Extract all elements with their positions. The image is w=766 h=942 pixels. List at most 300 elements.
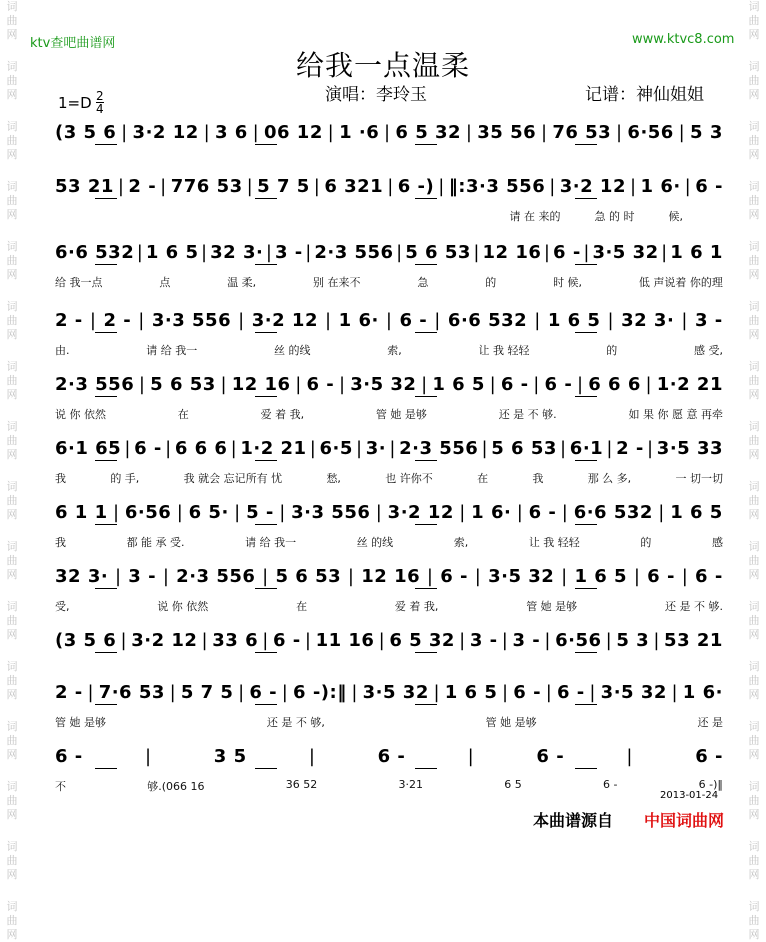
barline: |	[201, 630, 209, 651]
watermark-glyph: 曲	[748, 494, 760, 507]
beam-underline	[95, 588, 117, 589]
barline: |	[220, 374, 228, 395]
barline: |	[549, 176, 556, 197]
watermark-glyph: 词	[6, 840, 18, 853]
watermark-glyph: 网	[6, 28, 18, 41]
lyric: 如 果 你 愿 意 再牵	[628, 408, 723, 421]
barline: |	[305, 242, 312, 263]
barline: |	[561, 566, 568, 587]
barline: |	[516, 502, 524, 523]
lyric: 的	[606, 344, 618, 357]
measure: 6 -	[556, 682, 585, 703]
lyrics-line	[55, 470, 723, 486]
barline: |	[384, 122, 391, 143]
barline: |	[606, 438, 613, 459]
lyric: 索,	[387, 344, 402, 357]
time-signature-top: 2	[96, 89, 104, 103]
song-title: 给我一点温柔	[295, 49, 470, 82]
watermark-glyph: 网	[748, 388, 760, 401]
barline: |	[117, 176, 125, 197]
barline: |	[583, 242, 590, 263]
barline: |	[544, 630, 551, 651]
measure: 1 6·	[471, 502, 512, 523]
barline: |	[327, 122, 335, 143]
watermark-glyph: 词	[6, 360, 18, 373]
watermark-glyph: 网	[748, 808, 760, 821]
measure: 3·5 32	[362, 682, 429, 703]
measure: 5 7 5	[257, 176, 310, 197]
watermark-glyph: 词	[6, 600, 18, 613]
lyric: 管 她 是够	[485, 716, 537, 729]
barline: |	[658, 502, 665, 523]
measure: 2 -	[103, 310, 132, 331]
beam-underline	[575, 652, 597, 653]
watermark-glyph: 网	[748, 148, 760, 161]
lyric: 也 许你不	[385, 472, 433, 485]
beam-underline	[575, 768, 597, 769]
watermark-glyph: 曲	[6, 614, 18, 627]
barline: |	[616, 122, 623, 143]
measure: 2·3 556	[399, 438, 479, 459]
watermark-glyph: 词	[6, 720, 18, 733]
lyric: 我 就会 忘记所有 忧	[183, 472, 283, 485]
barline: |	[629, 176, 637, 197]
beam-underline	[575, 198, 597, 199]
watermark-glyph: 网	[748, 928, 760, 941]
measure: 3·2 12	[559, 176, 626, 197]
measure: 2 -	[55, 682, 83, 703]
lyric: 在	[296, 600, 308, 613]
measure: 6 -	[695, 176, 723, 197]
watermark-glyph: 曲	[6, 374, 18, 387]
barline: |	[661, 242, 668, 263]
barline: |	[396, 242, 403, 263]
measure: 3 -	[469, 630, 498, 651]
watermark-glyph: 词	[748, 660, 760, 673]
lyric: 还 是	[697, 716, 723, 729]
beam-underline	[575, 264, 597, 265]
beam-underline	[415, 396, 437, 397]
barline: |	[543, 242, 551, 263]
site-link-left[interactable]: ktv查吧曲谱网	[30, 36, 116, 51]
barline: |	[465, 122, 473, 143]
barline: |	[338, 374, 346, 395]
watermark-glyph: 曲	[748, 134, 760, 147]
barline: |	[375, 502, 383, 523]
watermark-glyph: 网	[6, 388, 18, 401]
measure: 5 7 5	[180, 682, 234, 703]
barline: |	[434, 310, 441, 331]
measure: 6 -	[377, 746, 406, 767]
watermark-glyph: 网	[6, 628, 18, 641]
measure: 6·6 532	[447, 310, 528, 331]
watermark-glyph: 曲	[6, 74, 18, 87]
measure: 1 6 5	[670, 502, 723, 523]
source-site-link[interactable]: 中国词曲网	[644, 811, 725, 830]
barline: |	[534, 310, 541, 331]
watermark-glyph: 网	[6, 208, 18, 221]
watermark-glyph: 网	[748, 748, 760, 761]
barline: |	[438, 176, 445, 197]
lyric: 3·21	[398, 778, 423, 791]
beam-underline	[415, 768, 437, 769]
barline: |	[560, 438, 567, 459]
beam-underline	[95, 332, 117, 333]
watermark-glyph: 曲	[748, 794, 760, 807]
watermark-glyph: 曲	[748, 434, 760, 447]
barline: |	[626, 746, 633, 767]
site-link-right[interactable]: www.ktvc8.com	[632, 32, 735, 47]
beam-underline	[415, 144, 437, 145]
barline: |	[576, 374, 584, 395]
barline: |	[633, 566, 641, 587]
beam-underline	[415, 198, 437, 199]
watermark-glyph: 曲	[6, 194, 18, 207]
watermark-glyph: 词	[748, 120, 760, 133]
watermark-glyph: 词	[6, 300, 18, 313]
watermark-glyph: 曲	[748, 674, 760, 687]
measure: 6·5	[319, 438, 353, 459]
beam-underline	[95, 768, 117, 769]
watermark-glyph: 词	[748, 60, 760, 73]
watermark-left	[2, 0, 22, 941]
watermark-glyph: 词	[748, 480, 760, 493]
barline: |	[351, 682, 358, 703]
lyric: 受,	[55, 600, 70, 613]
beam-underline	[95, 264, 117, 265]
source-label: 本曲谱源自	[533, 811, 614, 830]
barline: |	[169, 682, 177, 703]
lyric: 6 5	[504, 778, 522, 791]
barline: |	[533, 374, 540, 395]
barline: |	[681, 310, 688, 331]
beam-underline	[95, 144, 117, 145]
barline: |	[176, 502, 184, 523]
barline: |	[304, 630, 312, 651]
beam-underline	[415, 460, 437, 461]
barline: |	[671, 682, 679, 703]
beam-underline	[415, 588, 437, 589]
watermark-glyph: 词	[6, 120, 18, 133]
watermark-glyph: 曲	[6, 494, 18, 507]
watermark-glyph: 网	[748, 868, 760, 881]
lyric: 请 在 来的	[509, 210, 561, 223]
barline: |	[681, 566, 689, 587]
barline: |	[246, 176, 254, 197]
measure: 2 -	[55, 310, 83, 331]
barline: |	[238, 310, 245, 331]
lyric: 管 她 是够	[55, 716, 106, 729]
barline: |	[325, 310, 332, 331]
lyric: 还 是 不 够.	[664, 600, 723, 613]
lyric: 在	[477, 472, 489, 485]
barline: |	[262, 566, 269, 587]
watermark-glyph: 曲	[748, 14, 760, 27]
barline: |	[356, 438, 363, 459]
measure: 12 16	[231, 374, 291, 395]
measure: 3·5 32	[488, 566, 555, 587]
measure: 3·2 12	[387, 502, 454, 523]
lyrics-line	[55, 534, 723, 550]
barline: |	[684, 176, 692, 197]
notes-line	[55, 308, 723, 334]
watermark-glyph: 曲	[748, 614, 760, 627]
measure: 06 12	[263, 122, 323, 143]
watermark-glyph: 网	[6, 808, 18, 821]
barline: |	[230, 438, 238, 459]
beam-underline	[95, 198, 117, 199]
watermark-glyph: 词	[748, 0, 760, 13]
measure: 53 21	[664, 630, 723, 651]
lyric: 的	[640, 536, 652, 549]
barline: |	[426, 566, 434, 587]
barline: |	[433, 682, 441, 703]
watermark-glyph: 曲	[6, 734, 18, 747]
watermark-glyph: 网	[6, 88, 18, 101]
watermark-glyph: 网	[6, 328, 18, 341]
watermark-glyph: 网	[6, 568, 18, 581]
barline: |	[138, 374, 146, 395]
lyric: 索,	[453, 536, 469, 549]
lyric: 候,	[668, 210, 683, 223]
watermark-glyph: 词	[748, 720, 760, 733]
watermark-glyph: 网	[6, 688, 18, 701]
measure: 3·3 556	[291, 502, 371, 523]
measure: 1·2 21	[656, 374, 723, 395]
barline: |	[459, 502, 466, 523]
notes-line	[55, 500, 723, 526]
measure: 6 5·	[188, 502, 229, 523]
lyric: 的 手,	[110, 472, 140, 485]
measure: 6 6 6	[588, 374, 641, 395]
measure: 6 -	[249, 682, 278, 703]
measure: 1·2 21	[240, 438, 307, 459]
watermark-glyph: 词	[748, 840, 760, 853]
lyric: 急	[417, 276, 429, 289]
lyric: 我	[55, 472, 66, 485]
watermark-glyph: 曲	[748, 194, 760, 207]
watermark-glyph: 词	[748, 300, 760, 313]
beam-underline	[255, 144, 277, 145]
measure: 6 -	[513, 682, 542, 703]
measure: 1 6·	[682, 682, 723, 703]
measure: 2·3 556	[176, 566, 256, 587]
measure: 76 53	[552, 122, 612, 143]
measure: 1 6 5	[432, 374, 485, 395]
lyric: 那 么 多,	[587, 472, 632, 485]
measure: 6 6 6	[174, 438, 228, 459]
measure: 6 1 1	[55, 502, 108, 523]
watermark-glyph: 词	[748, 420, 760, 433]
notes-line	[55, 680, 723, 706]
lyric: 说 你 依然	[157, 600, 209, 613]
beam-underline	[255, 704, 277, 705]
watermark-glyph: 曲	[6, 554, 18, 567]
lyric: 不	[55, 780, 66, 793]
measure: 6 -	[55, 746, 83, 767]
lyric: 请 给 我一	[245, 536, 297, 549]
notes-line	[55, 436, 723, 462]
measure: 1 6·	[640, 176, 681, 197]
watermark-glyph: 曲	[6, 314, 18, 327]
barline: |	[309, 438, 317, 459]
watermark-glyph: 词	[6, 780, 18, 793]
beam-underline	[575, 396, 597, 397]
barline: |	[653, 630, 660, 651]
lyric: 在	[177, 408, 189, 421]
measure: 5 3	[690, 122, 723, 143]
measure: 6 -	[272, 630, 301, 651]
barline: |	[589, 682, 596, 703]
measure: 6 -	[134, 438, 162, 459]
measure: 3 6	[214, 122, 248, 143]
watermark-glyph: 网	[748, 268, 760, 281]
beam-underline	[255, 588, 277, 589]
measure: 6 -	[440, 566, 469, 587]
barline: |	[313, 176, 321, 197]
watermark-glyph: 网	[748, 628, 760, 641]
beam-underline	[95, 704, 117, 705]
measure: 5 6 53	[405, 242, 471, 263]
lyrics-line	[55, 342, 723, 358]
measure: 2 -	[616, 438, 644, 459]
beam-underline	[95, 460, 117, 461]
measure: 53 21	[55, 176, 114, 197]
measure: 6 -	[536, 746, 565, 767]
lyric: 管 她 是够	[375, 408, 427, 421]
measure: 11 16	[315, 630, 375, 651]
watermark-glyph: 词	[6, 240, 18, 253]
watermark-glyph: 词	[748, 360, 760, 373]
watermark-glyph: 曲	[6, 254, 18, 267]
measure: 12 16	[482, 242, 542, 263]
lyric: 爱 着 我,	[260, 408, 305, 421]
measure: 3 -	[274, 242, 303, 263]
beam-underline	[415, 524, 437, 525]
barline: |	[607, 310, 615, 331]
lyric: 够.(066 16	[147, 780, 205, 793]
watermark-glyph: 词	[6, 60, 18, 73]
barline: |	[295, 374, 302, 395]
beam-underline	[255, 198, 277, 199]
barline: |	[265, 242, 273, 263]
beam-underline	[255, 396, 277, 397]
barline: |	[162, 566, 170, 587]
watermark-glyph: 词	[6, 900, 18, 913]
beam-underline	[415, 704, 437, 705]
beam-underline	[575, 460, 597, 461]
beam-underline	[575, 332, 597, 333]
barline: |	[474, 566, 482, 587]
measure: 3·5 32	[350, 374, 417, 395]
barline: |	[89, 310, 97, 331]
measure: 32 3·	[55, 566, 109, 587]
barline: |	[201, 242, 208, 263]
lyric: 的	[485, 276, 497, 289]
watermark-glyph: 网	[748, 208, 760, 221]
measure: 6 -	[695, 746, 723, 767]
barline: |	[203, 122, 211, 143]
measure: 3·5 33	[656, 438, 723, 459]
measure: 2·3 556	[55, 374, 135, 395]
barline: |	[378, 630, 386, 651]
date-stamp: 2013-01-24	[660, 790, 719, 801]
lyric: 感	[711, 536, 723, 549]
barline: |	[238, 682, 245, 703]
watermark-glyph: 词	[748, 900, 760, 913]
watermark-glyph: 词	[748, 600, 760, 613]
measure: 12 16	[361, 566, 421, 587]
barline: |	[481, 438, 489, 459]
lyric: 36 52	[285, 778, 318, 791]
measure: 32 3·	[210, 242, 264, 263]
singer-credit: 演唱：李玲玉	[325, 85, 427, 105]
time-signature	[96, 90, 104, 115]
barline: |	[502, 682, 509, 703]
measure: 6 -	[528, 502, 557, 523]
measure: 1 6 5	[547, 310, 601, 331]
measure: 3·5 32	[600, 682, 667, 703]
watermark-glyph: 曲	[748, 254, 760, 267]
notes-line	[55, 372, 723, 398]
watermark-glyph: 曲	[748, 914, 760, 927]
measure: 32 3·	[621, 310, 675, 331]
measure: 2 -	[128, 176, 157, 197]
barline: |	[279, 502, 286, 523]
beam-underline	[255, 264, 277, 265]
watermark-glyph: 词	[748, 180, 760, 193]
beam-underline	[95, 652, 117, 653]
measure: 3 5	[213, 746, 247, 767]
watermark-glyph: 词	[748, 240, 760, 253]
watermark-glyph: 曲	[6, 854, 18, 867]
barline: |	[121, 122, 128, 143]
measure: 6 -	[306, 374, 335, 395]
notes-line	[55, 564, 723, 590]
beam-underline	[575, 144, 597, 145]
watermark-glyph: 词	[6, 0, 18, 13]
measure: 1 6 5	[444, 682, 498, 703]
barline: |	[467, 746, 475, 767]
lyric: 我	[55, 536, 66, 549]
barline: |	[120, 630, 128, 651]
measure: 5 6 53	[150, 374, 216, 395]
watermark-glyph: 曲	[6, 14, 18, 27]
measure: 6·56	[555, 630, 602, 651]
measure: 6·1	[569, 438, 604, 459]
measure: 3 -	[694, 310, 723, 331]
measure: 3·2 12	[131, 630, 198, 651]
watermark-glyph: 网	[748, 508, 760, 521]
barline: |	[385, 310, 393, 331]
barline: |	[387, 176, 394, 197]
measure: 5 -	[246, 502, 274, 523]
watermark-glyph: 网	[748, 28, 760, 41]
barline: |	[112, 502, 120, 523]
watermark-glyph: 网	[6, 268, 18, 281]
measure: 6 -	[647, 566, 675, 587]
watermark-glyph: 词	[6, 180, 18, 193]
beam-underline	[415, 332, 437, 333]
measure: 6 321	[324, 176, 384, 197]
watermark-glyph: 网	[6, 868, 18, 881]
lyric: 还 是 不 够.	[498, 408, 557, 421]
beam-underline	[575, 588, 597, 589]
measure: 1 6·	[338, 310, 379, 331]
barline: |	[489, 374, 497, 395]
watermark-glyph: 词	[6, 480, 18, 493]
measure: 6·56	[627, 122, 674, 143]
